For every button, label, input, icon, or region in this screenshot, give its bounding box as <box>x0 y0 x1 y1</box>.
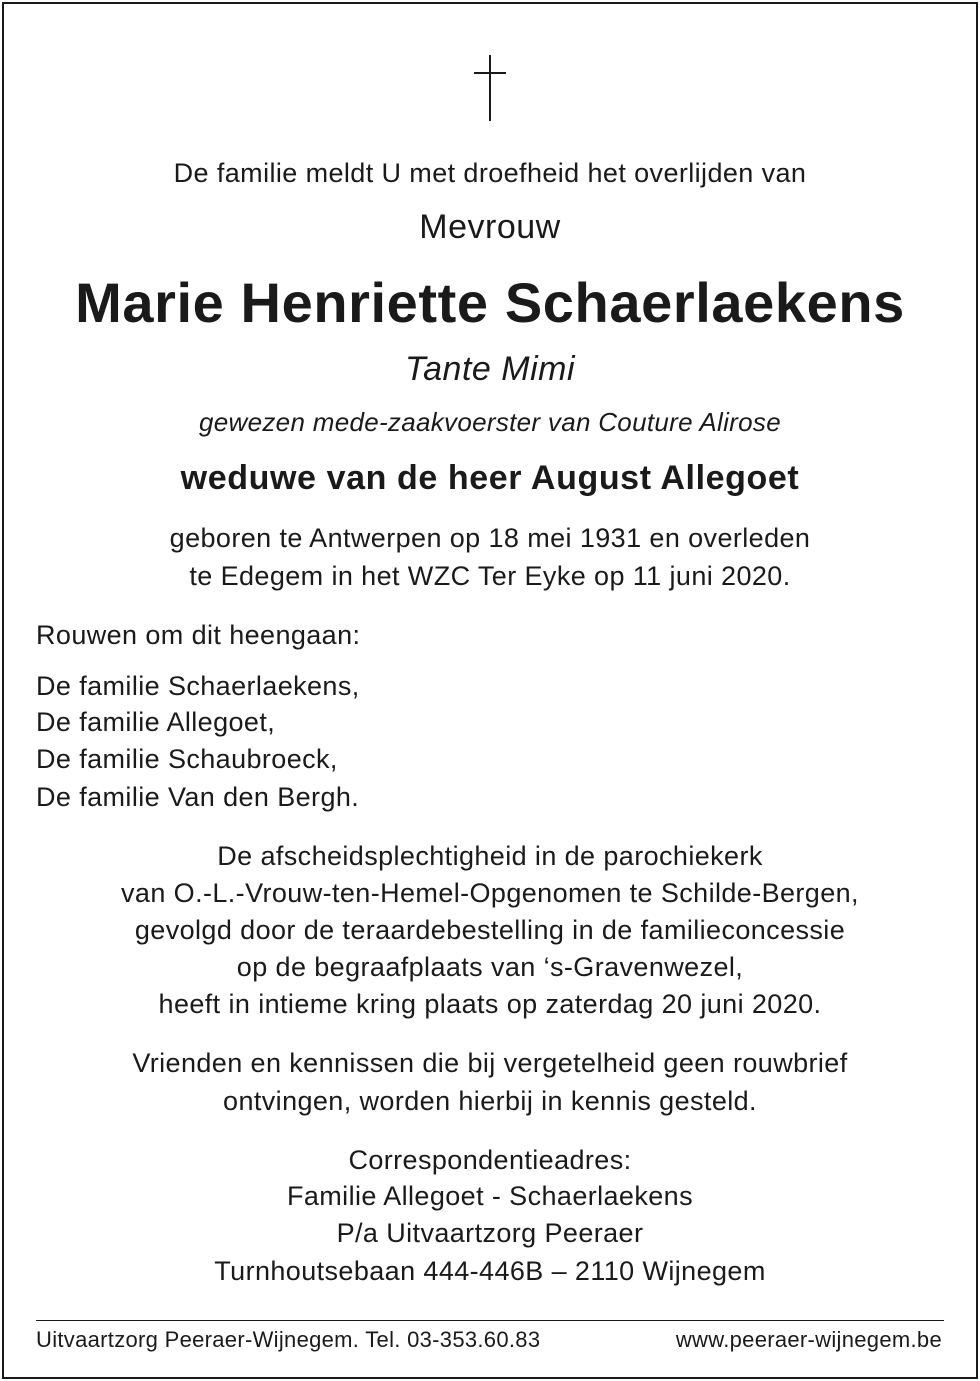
birth-line: geboren te Antwerpen op 18 mei 1931 en overleden <box>169 523 811 553</box>
occupation: gewezen mede-zaakvoerster van Couture Alirose <box>199 407 781 437</box>
family-line: De familie Allegoet, <box>36 707 276 737</box>
intro-text: De familie meldt U met droefheid het overlijden van <box>173 158 807 188</box>
footer-company-phone: Uitvaartzorg Peeraer-Wijnegem. Tel. 03-353.60.83 <box>36 1327 541 1352</box>
ceremony-line: op de begraafplaats van ‘s-Gravenwezel, <box>236 952 744 982</box>
correspondence-heading: Correspondentieadres: <box>348 1145 632 1175</box>
family-line: De familie Van den Bergh. <box>36 782 360 812</box>
mourners-heading: Rouwen om dit heengaan: <box>36 620 361 650</box>
notice-line: Vrienden en kennissen die bij vergetelheid geen rouwbrief <box>132 1048 848 1078</box>
death-line: te Edegem in het WZC Ter Eyke op 11 juni 2020. <box>189 561 791 591</box>
correspondence-address: Turnhoutsebaan 444-446B – 2110 Wijnegem <box>214 1256 766 1286</box>
widow-of: weduwe van de heer August Allegoet <box>180 459 800 497</box>
cross-icon <box>466 55 514 121</box>
ceremony-line: gevolgd door de teraardebestelling in de familieconcessie <box>134 915 846 945</box>
ceremony-line: heeft in intieme kring plaats op zaterdag 20 juni 2020. <box>158 989 822 1019</box>
nickname: Tante Mimi <box>404 350 576 388</box>
ceremony-line: De afscheidsplechtigheid in de parochiekerk <box>217 841 763 871</box>
deceased-name: Marie Henriette Schaerlaekens <box>75 271 905 334</box>
family-line: De familie Schaubroeck, <box>36 744 338 774</box>
correspondence-line: Familie Allegoet - Schaerlaekens <box>286 1181 693 1211</box>
family-line: De familie Schaerlaekens, <box>36 671 360 701</box>
ceremony-line: van O.-L.-Vrouw-ten-Hemel-Opgenomen te Schilde-Bergen, <box>121 878 859 908</box>
salutation: Mevrouw <box>419 208 561 246</box>
notice-line: ontvingen, worden hierbij in kennis gesteld. <box>223 1086 757 1116</box>
footer-website: www.peeraer-wijnegem.be <box>675 1327 942 1352</box>
correspondence-line: P/a Uitvaartzorg Peeraer <box>336 1218 644 1248</box>
footer-divider <box>36 1320 944 1321</box>
